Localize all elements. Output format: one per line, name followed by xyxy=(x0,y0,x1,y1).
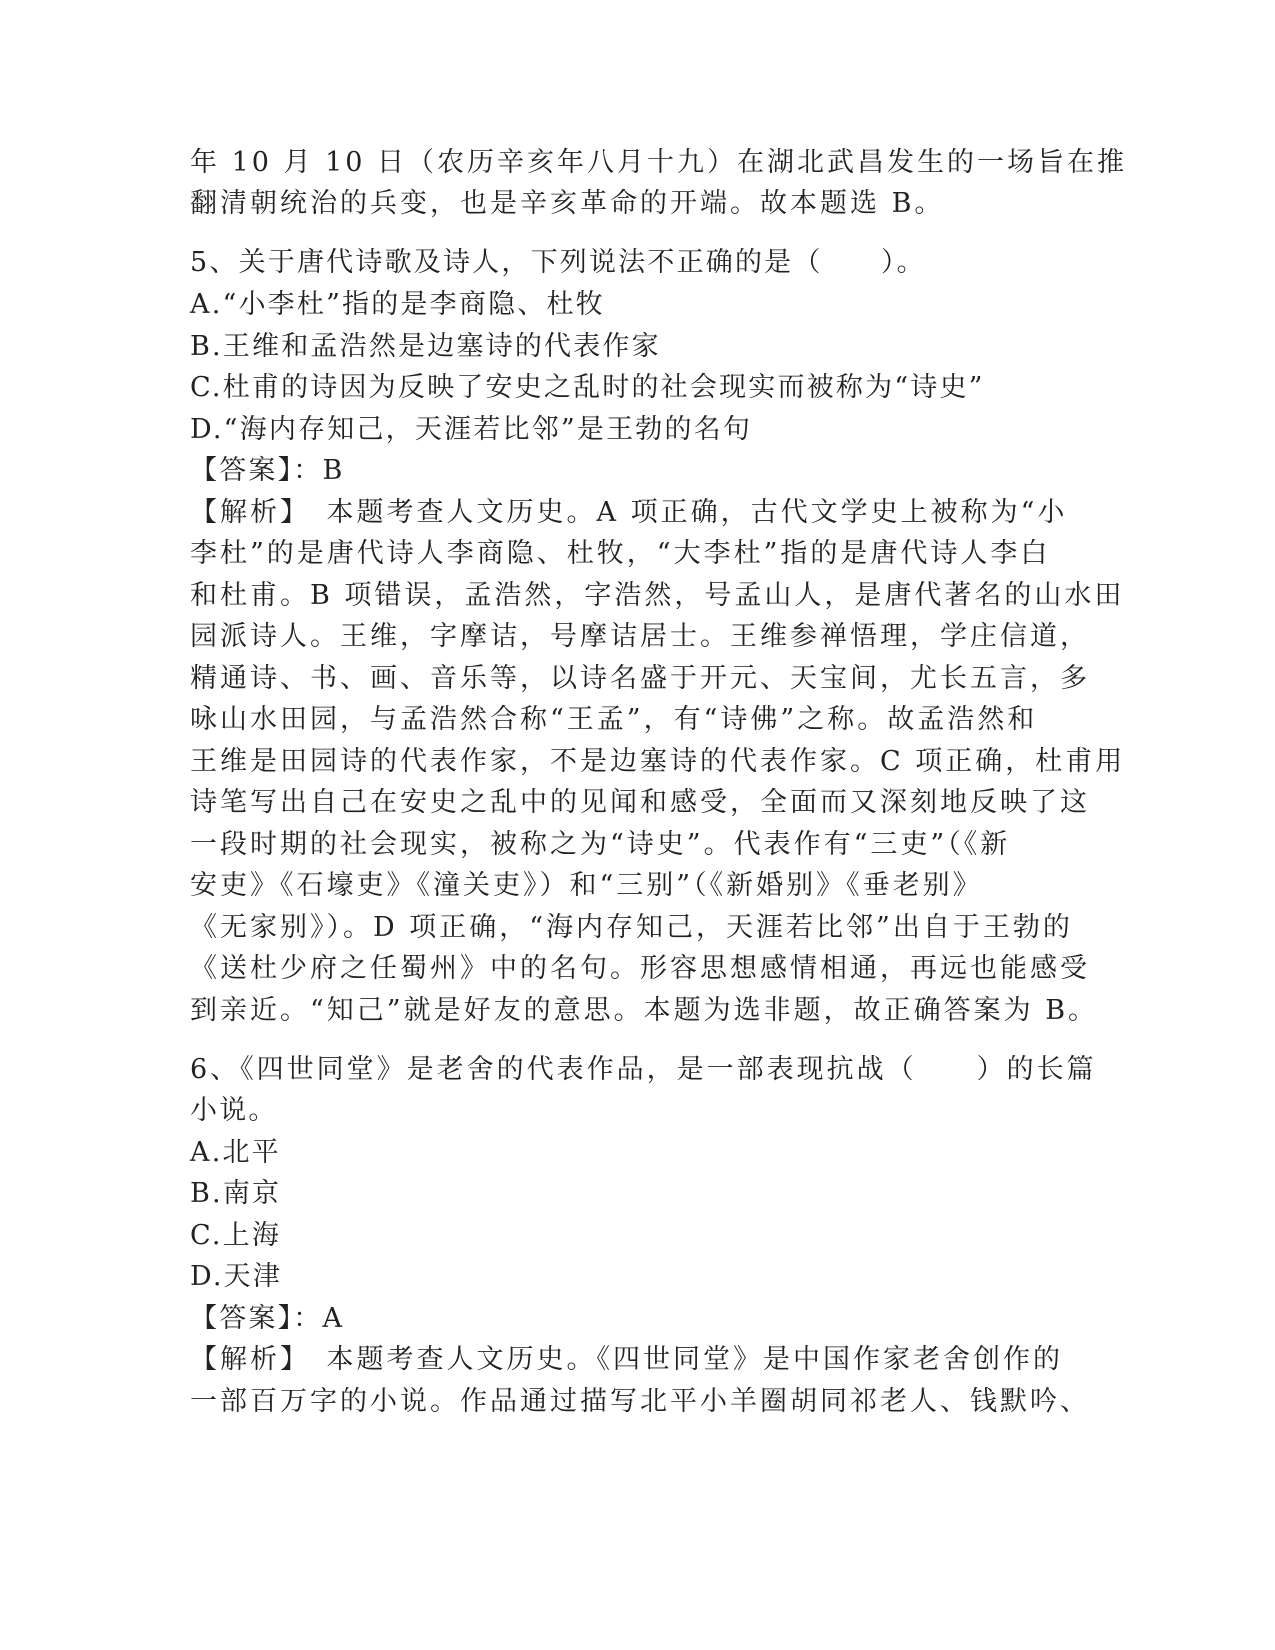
q5-option-b: B.王维和孟浩然是边塞诗的代表作家 xyxy=(190,331,661,362)
q5-analysis-line-1: 【解析】 本题考查人文历史。A 项正确，古代文学史上被称为“小 xyxy=(190,497,1068,528)
q5-option-c: C.杜甫的诗因为反映了安史之乱时的社会现实而被称为“诗史” xyxy=(190,372,985,403)
continuation-line-2: 翻清朝统治的兵变，也是辛亥革命的开端。故本题选 B。 xyxy=(190,188,945,219)
q6-answer: 【答案】：A xyxy=(190,1303,345,1334)
q6-analysis-line-1: 【解析】 本题考查人文历史。《四世同堂》是中国作家老舍创作的 xyxy=(190,1344,1063,1375)
q5-analysis-line-2: 李杜”的是唐代诗人李商隐、杜牧，“大李杜”指的是唐代诗人李白 xyxy=(190,538,1051,569)
q5-analysis-line-8: 诗笔写出自己在安史之乱中的见闻和感受，全面而又深刻地反映了这 xyxy=(190,787,1090,818)
q6-option-d: D.天津 xyxy=(190,1261,283,1292)
q6-question-line-2: 小说。 xyxy=(190,1095,278,1126)
q5-analysis-line-11: 《无家别》）。D 项正确，“海内存知己，天涯若比邻”出自于王勃的 xyxy=(190,912,1073,943)
q6-option-b: B.南京 xyxy=(190,1178,282,1209)
continuation-line-1: 年 10 月 10 日（农历辛亥年八月十九）在湖北武昌发生的一场旨在推 xyxy=(190,147,1128,178)
q5-answer: 【答案】：B xyxy=(190,455,345,486)
q6-option-c: C.上海 xyxy=(190,1220,282,1251)
q5-analysis-line-6: 咏山水田园，与孟浩然合称“王孟”，有“诗佛”之称。故孟浩然和 xyxy=(190,704,1038,735)
q5-analysis-line-3: 和杜甫。B 项错误，孟浩然，字浩然，号孟山人，是唐代著名的山水田 xyxy=(190,580,1125,611)
q5-analysis-line-7: 王维是田园诗的代表作家，不是边塞诗的代表作家。C 项正确，杜甫用 xyxy=(190,746,1126,777)
q5-option-d: D.“海内存知己，天涯若比邻”是王勃的名句 xyxy=(190,414,753,445)
q5-option-a: A.“小李杜”指的是李商隐、杜牧 xyxy=(190,289,605,320)
q5-analysis-line-10: 安吏》《石壕吏》《潼关吏》）和“三别”（《新婚别》《垂老别》 xyxy=(190,870,983,901)
q6-analysis-line-2: 一部百万字的小说。作品通过描写北平小羊圈胡同祁老人、钱默吟、 xyxy=(190,1386,1090,1417)
q5-analysis-line-13: 到亲近。“知己”就是好友的意思。本题为选非题，故正确答案为 B。 xyxy=(190,995,1099,1026)
q6-option-a: A.北平 xyxy=(190,1137,281,1168)
q5-question: 5、关于唐代诗歌及诗人，下列说法不正确的是（ ）。 xyxy=(190,247,926,278)
q5-analysis-line-5: 精通诗、书、画、音乐等，以诗名盛于开元、天宝间，尤长五言，多 xyxy=(190,663,1090,694)
q5-analysis-line-4: 园派诗人。王维，字摩诘，号摩诘居士。王维参禅悟理，学庄信道， xyxy=(190,621,1090,652)
q5-analysis-line-12: 《送杜少府之任蜀州》中的名句。形容思想感情相通，再远也能感受 xyxy=(190,953,1090,984)
q5-analysis-line-9: 一段时期的社会现实，被称之为“诗史”。代表作有“三吏”（《新 xyxy=(190,829,1011,860)
q6-question-line-1: 6、《四世同堂》是老舍的代表作品，是一部表现抗战（ ）的长篇 xyxy=(190,1054,1097,1085)
